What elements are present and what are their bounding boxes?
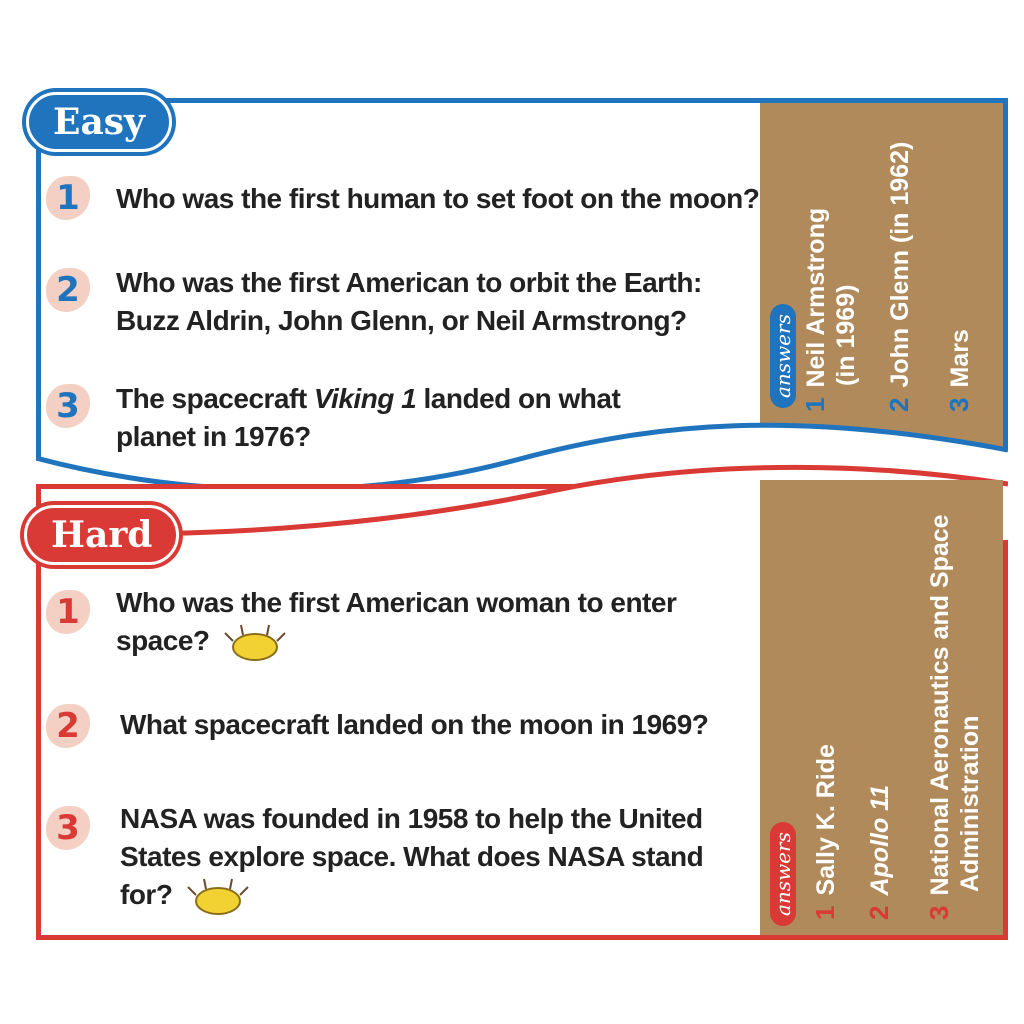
easy-answer-2: 2John Glenn (in 1962) [884, 141, 914, 412]
hard-answer-2: 2Apollo 11 [864, 784, 894, 920]
hard-q1-number: 1 [46, 590, 90, 634]
hard-answer-3: 3National Aeronautics and Space Administration [924, 514, 984, 920]
easy-answer-1: 1Neil Armstrong (in 1969) [800, 207, 860, 412]
hard-wave-border [36, 450, 1008, 540]
hard-answer-1: 1Sally K. Ride [810, 744, 840, 920]
hard-question-1: Who was the first American woman to enter space? [116, 584, 676, 663]
hard-badge: Hard [24, 505, 179, 565]
easy-answers-label: answers [770, 304, 796, 408]
easy-answer-3: 3Mars [944, 329, 974, 412]
easy-question-2: Who was the first American to orbit the Earth: Buzz Aldrin, John Glenn, or Neil Armstrong? [116, 267, 702, 336]
easy-question-1: Who was the first human to set foot on the moon? [116, 183, 760, 214]
hard-answers-label: answers [770, 822, 796, 926]
hard-question-2: What spacecraft landed on the moon in 1969? [120, 709, 709, 740]
easy-question-3: The spacecraft Viking 1 landed on what planet in 1976? [116, 383, 621, 452]
easy-badge: Easy [26, 92, 172, 152]
hard-question-3: NASA was founded in 1958 to help the United States explore space. What does NASA stand for? [120, 800, 703, 917]
hard-q2-number: 2 [46, 704, 90, 748]
critter-icon [223, 623, 287, 663]
easy-q1-number: 1 [46, 176, 90, 220]
hard-q3-number: 3 [46, 806, 90, 850]
easy-q3-number: 3 [46, 384, 90, 428]
critter-icon [186, 877, 250, 917]
easy-q2-number: 2 [46, 268, 90, 312]
